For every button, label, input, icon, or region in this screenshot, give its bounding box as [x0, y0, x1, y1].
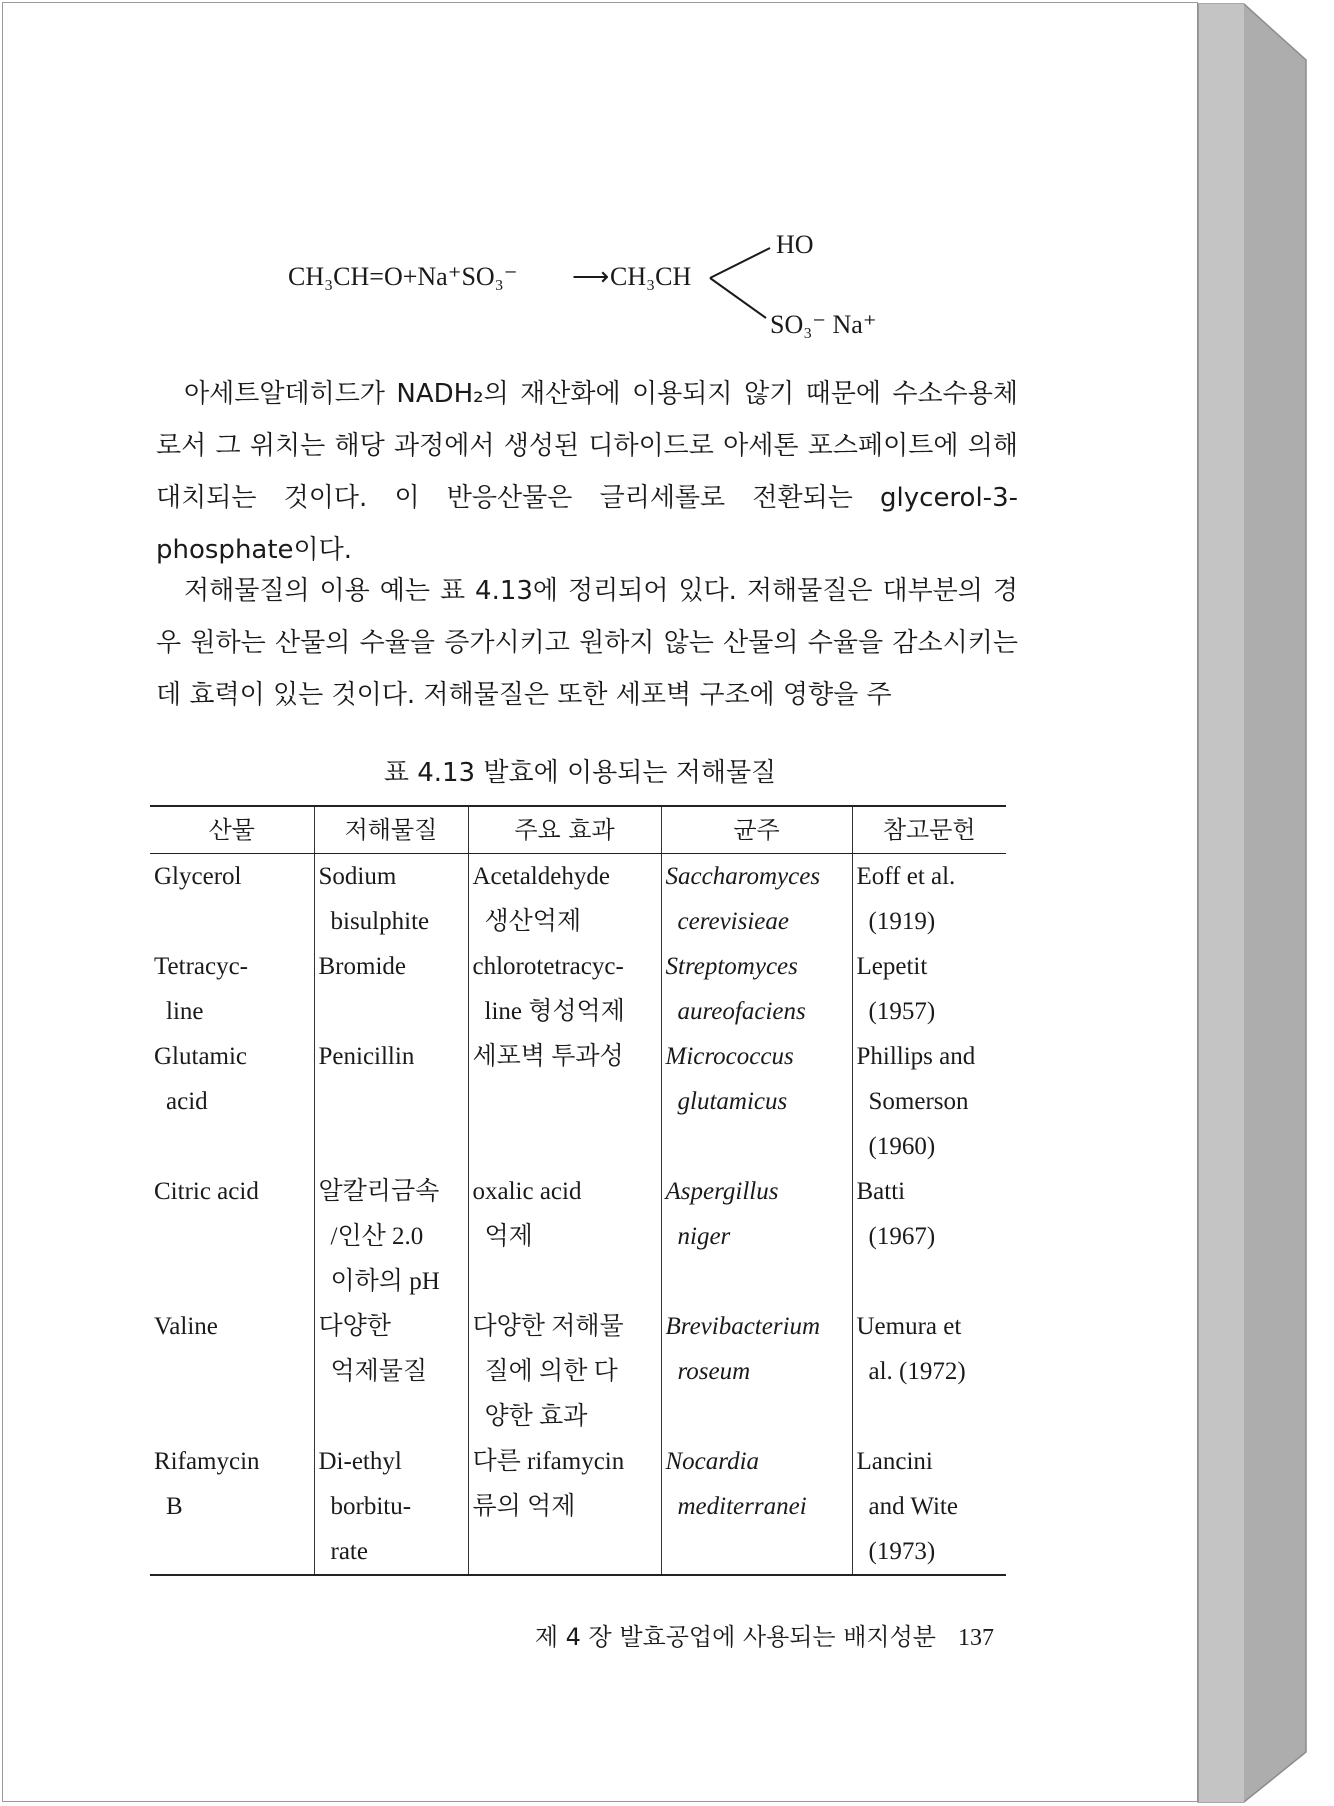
column-header: 참고문헌 — [852, 806, 1006, 854]
cell-line: 류의 억제 — [472, 1493, 576, 1520]
cell-line: line — [166, 998, 204, 1025]
cell-line: bisulphite — [330, 908, 430, 935]
cell-inhibitor — [314, 1439, 468, 1575]
cell-line: Phillips and — [856, 1043, 976, 1070]
cell-line: /인산 2.0 — [330, 1223, 424, 1250]
table-row — [150, 944, 1006, 1034]
cell-line: and Wite — [868, 1493, 958, 1520]
cell-line: Uemura et — [856, 1313, 962, 1340]
table-row — [150, 854, 1006, 945]
inhibitor-table — [150, 805, 1006, 1576]
cell-line: 억제물질 — [330, 1358, 428, 1385]
cell-line: mediterranei — [677, 1493, 807, 1520]
cell-line: (1957) — [868, 998, 936, 1025]
cell-line: glutamicus — [677, 1088, 788, 1115]
cell-line: Sodium — [318, 863, 397, 890]
table-caption: 표 4.13 발효에 이용되는 저해물질 — [383, 758, 777, 788]
cell-strain — [661, 1169, 852, 1304]
column-header: 균주 — [661, 806, 852, 854]
cell-effect — [468, 1439, 661, 1575]
cell-line: Tetracyc- — [154, 953, 249, 980]
body-paragraph: 저해물질의 이용 예는 표 4.13에 정리되어 있다. 저해물질은 대부분의 경우 원하는 산물의 수율을 증가시키고 원하지 않는 산물의 수율을 감소시키는데 효력이 있는 것이다. 저해물질은 또한 세포벽 구조에 영향을 주 — [156, 576, 1018, 710]
cell-line: Bromide — [318, 953, 406, 980]
cell-product — [150, 1169, 314, 1304]
cell-line: (1967) — [868, 1223, 936, 1250]
cell-line: aureofaciens — [677, 998, 806, 1025]
cell-line: 알칼리금속 — [318, 1178, 440, 1205]
cell-line: Brevibacterium — [665, 1313, 821, 1340]
cell-line: Acetaldehyde — [472, 863, 610, 890]
cell-line: 다른 rifamycin — [472, 1448, 625, 1475]
cell-product — [150, 1304, 314, 1439]
cell-inhibitor — [314, 944, 468, 1034]
cell-reference — [852, 944, 1006, 1034]
cell-line: cerevisieae — [677, 908, 789, 935]
cell-line: Micrococcus — [665, 1043, 794, 1070]
cell-effect — [468, 1169, 661, 1304]
cell-line: Penicillin — [318, 1043, 415, 1070]
cell-line: Aspergillus — [665, 1178, 779, 1205]
cell-inhibitor — [314, 1169, 468, 1304]
cell-effect — [468, 944, 661, 1034]
cell-line: 질에 의한 다 — [484, 1358, 618, 1385]
cell-line: (1919) — [868, 908, 936, 935]
table-row — [150, 1439, 1006, 1575]
cell-line: Glutamic — [154, 1043, 248, 1070]
cell-line: Valine — [154, 1313, 218, 1340]
page-footer — [535, 1617, 994, 1652]
equation-substituent-so3: SO₃⁻ Na⁺ — [770, 310, 877, 339]
cell-line: roseum — [677, 1358, 751, 1385]
cell-line: (1973) — [868, 1538, 936, 1565]
cell-product — [150, 1439, 314, 1575]
cell-line: 생산억제 — [484, 908, 582, 935]
chemical-equation — [280, 220, 920, 350]
chapter-title: 제 4 장 발효공업에 사용되는 배지성분 — [534, 1623, 936, 1651]
column-header: 주요 효과 — [468, 806, 661, 854]
cell-line: acid — [166, 1088, 208, 1115]
cell-line: 다양한 — [318, 1313, 391, 1340]
cell-product — [150, 854, 314, 945]
cell-inhibitor — [314, 1304, 468, 1439]
cell-line: Streptomyces — [665, 953, 798, 980]
cell-effect — [468, 854, 661, 945]
cell-reference — [852, 1439, 1006, 1575]
cell-inhibitor — [314, 1034, 468, 1169]
cell-line: Di-ethyl — [318, 1448, 402, 1475]
reaction-arrow-icon: ⟶ — [572, 262, 610, 291]
column-header: 저해물질 — [314, 806, 468, 854]
cell-product — [150, 944, 314, 1034]
cell-line: line 형성억제 — [484, 998, 625, 1025]
cell-line: Glycerol — [154, 863, 242, 890]
cell-line: 세포벽 투과성 — [472, 1043, 624, 1070]
cell-line: Saccharomyces — [665, 863, 821, 890]
cell-line: oxalic acid — [472, 1178, 582, 1205]
cell-reference — [852, 1304, 1006, 1439]
cell-reference — [852, 1034, 1006, 1169]
page-number: 137 — [958, 1625, 994, 1651]
cell-line: Eoff et al. — [856, 863, 956, 890]
equation-reactants: CH₃CH=O+Na⁺SO₃⁻ — [288, 262, 518, 291]
cell-reference — [852, 854, 1006, 945]
table-row — [150, 1034, 1006, 1169]
cell-line: Lancini — [856, 1448, 933, 1475]
cell-effect — [468, 1304, 661, 1439]
table-header-row — [150, 806, 1006, 854]
cell-strain — [661, 1034, 852, 1169]
cell-product — [150, 1034, 314, 1169]
cell-line: Somerson — [868, 1088, 969, 1115]
cell-line: Lepetit — [856, 953, 928, 980]
cell-line: Batti — [856, 1178, 906, 1205]
body-paragraph: 아세트알데히드가 NADH₂의 재산화에 이용되지 않기 때문에 수소수용체로서 그 위치는 해당 과정에서 생성된 디하이드로 아세톤 포스페이트에 의해 대치되는 것이다. 이 반응산물은 글리세롤로 전환되는 glycerol-3-phosphate이다. — [156, 379, 1018, 565]
table-row — [150, 1304, 1006, 1439]
cell-line: 억제 — [484, 1223, 533, 1250]
table-row — [150, 1169, 1006, 1304]
cell-strain — [661, 944, 852, 1034]
cell-line: al. (1972) — [868, 1358, 966, 1385]
cell-line: rate — [330, 1538, 368, 1565]
cell-line: Rifamycin — [154, 1448, 260, 1475]
cell-line: chlorotetracyc- — [472, 953, 624, 980]
cell-line: 이하의 pH — [330, 1268, 440, 1295]
cell-inhibitor — [314, 854, 468, 945]
equation-substituent-ho: HO — [776, 230, 814, 259]
cell-reference — [852, 1169, 1006, 1304]
column-header: 산물 — [150, 806, 314, 854]
cell-strain — [661, 854, 852, 945]
cell-strain — [661, 1304, 852, 1439]
cell-line: Citric acid — [154, 1178, 259, 1205]
cell-strain — [661, 1439, 852, 1575]
cell-line: 양한 효과 — [484, 1403, 588, 1430]
cell-effect — [468, 1034, 661, 1169]
cell-line: borbitu- — [330, 1493, 412, 1520]
cell-line: niger — [677, 1223, 731, 1250]
cell-line: Nocardia — [665, 1448, 760, 1475]
equation-product: CH₃CH — [610, 262, 692, 291]
cell-line: B — [166, 1493, 183, 1520]
cell-line: (1960) — [868, 1133, 936, 1160]
cell-line: 다양한 저해물 — [472, 1313, 624, 1340]
